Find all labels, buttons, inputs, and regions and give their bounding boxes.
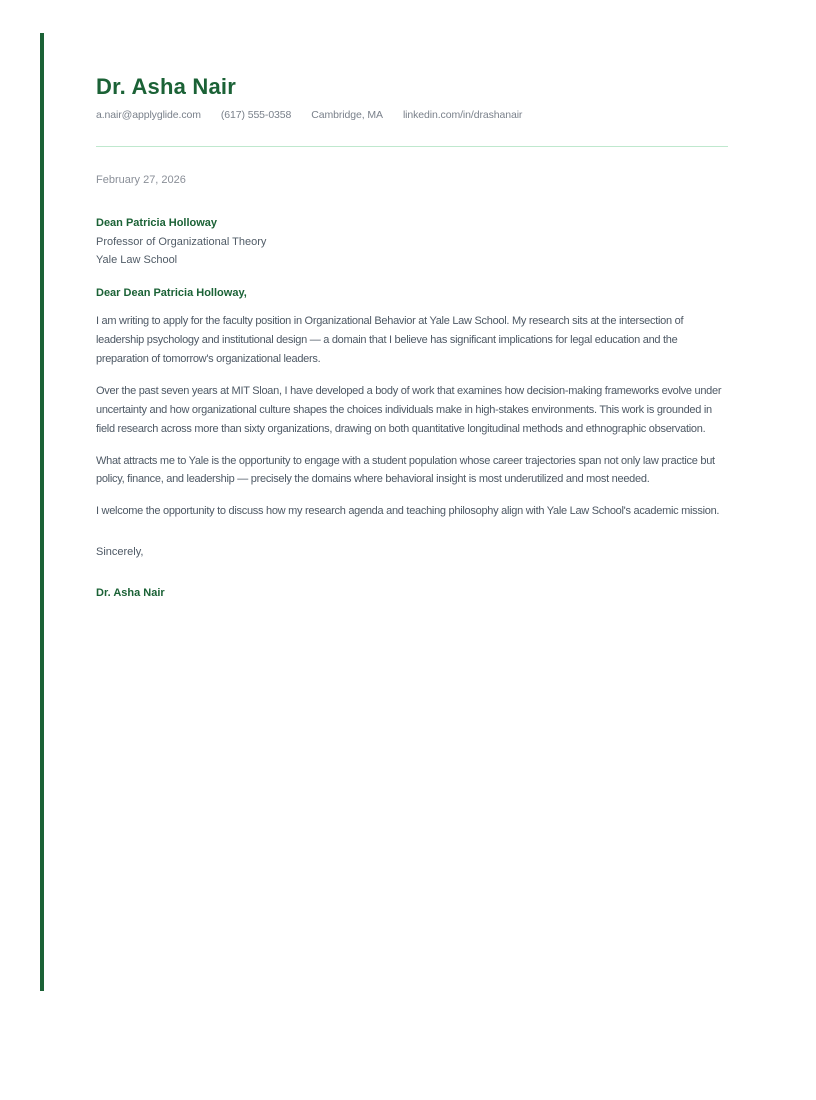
header-divider bbox=[96, 146, 728, 147]
letter-date: February 27, 2026 bbox=[96, 174, 186, 186]
body-paragraph-2: Over the past seven years at MIT Sloan, I have developed a body of work that examines how decision-making frameworks evolve under uncertainty and how organizational culture shapes the choices individuals make in high-stakes environments. This work is grounded in field research across more than sixty organizations, drawing on both quantitative longitudinal methods and ethnographic observation. bbox=[96, 384, 722, 435]
salutation: Dear Dean Patricia Holloway, bbox=[96, 287, 247, 300]
contact-row bbox=[96, 109, 728, 121]
contact-linkedin: linkedin.com/in/drashanair bbox=[402, 109, 523, 121]
recipient-block bbox=[96, 214, 728, 270]
recipient-name: Dean Patricia Holloway bbox=[96, 217, 218, 229]
recipient-title: Professor of Organizational Theory bbox=[96, 235, 267, 248]
body-paragraph-4: I welcome the opportunity to discuss how my research agenda and teaching philosophy align with Yale Law School's academic mission. bbox=[96, 505, 720, 518]
recipient-organization: Yale Law School bbox=[96, 254, 178, 267]
contact-phone: (617) 555-0358 bbox=[220, 109, 292, 121]
contact-email: a.nair@applyglide.com bbox=[96, 109, 201, 121]
closing-line: Sincerely, bbox=[96, 546, 144, 559]
accent-bar bbox=[40, 33, 44, 991]
body-paragraph-3: What attracts me to Yale is the opportunity to engage with a student population whose career trajectories span not only law practice but policy, finance, and leadership — precisely the domains where behavioral insight is most underutilized and most needed. bbox=[96, 454, 715, 486]
letter-page bbox=[96, 0, 728, 599]
body-paragraph-1: I am writing to apply for the faculty position in Organizational Behavior at Yale Law School. My research sits at the intersection of leadership psychology and institutional design — a domain that I believe has significant implications for legal education and the preparation of tomorrow's organizational leaders. bbox=[96, 315, 684, 365]
sender-name-heading: Dr. Asha Nair bbox=[96, 74, 236, 99]
contact-location: Cambridge, MA bbox=[311, 109, 383, 121]
signature-name: Dr. Asha Nair bbox=[96, 587, 165, 600]
